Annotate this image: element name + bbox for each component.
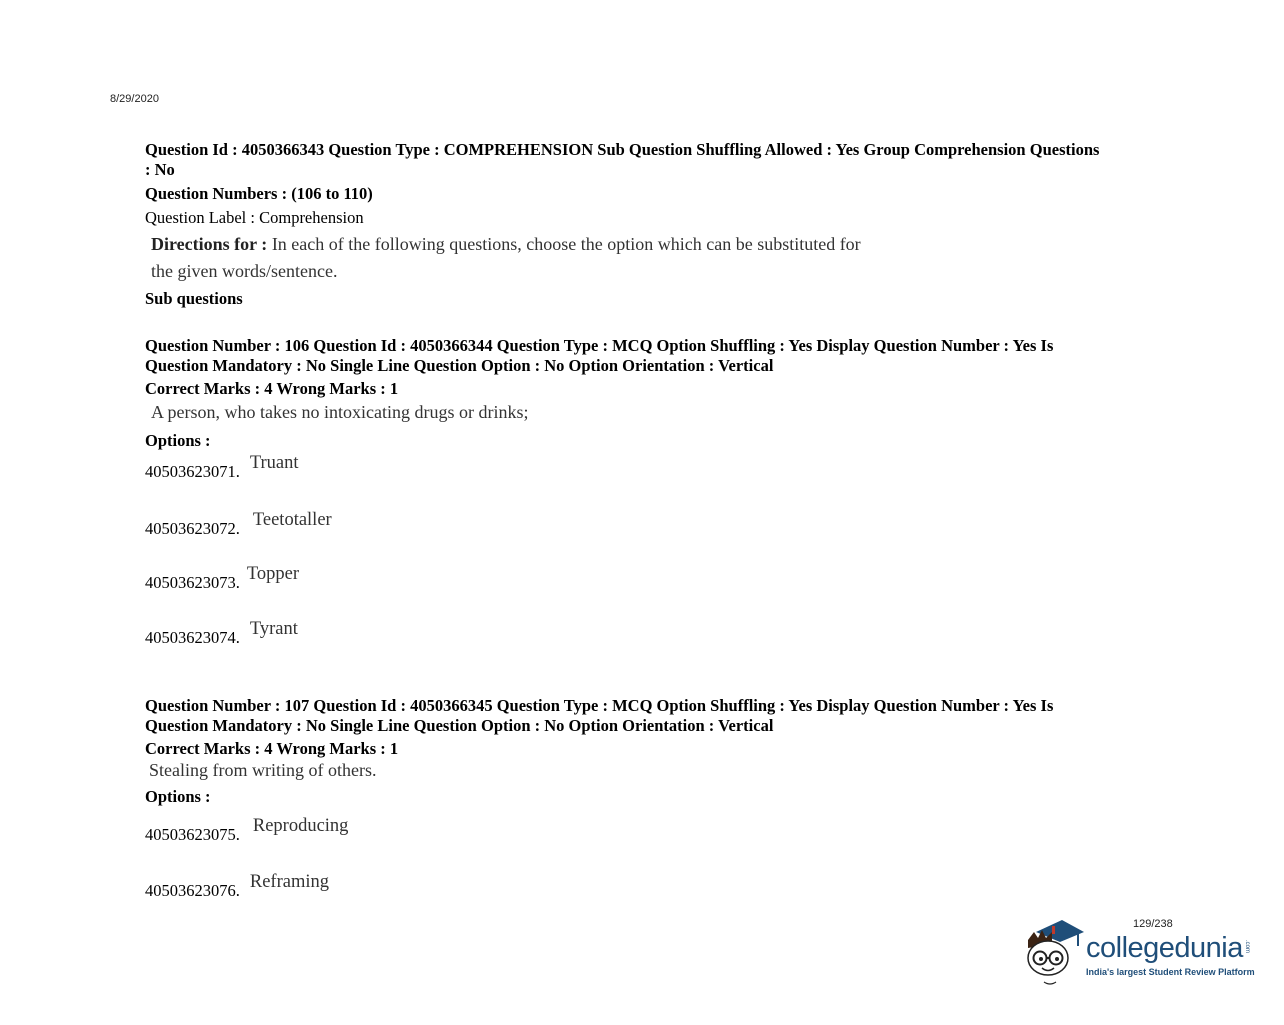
option-row — [145, 510, 1155, 539]
directions-text1: In each of the following questions, choose the option which can be substituted for — [271, 234, 861, 254]
option-text: Reproducing — [252, 816, 349, 836]
option-text: Teetotaller — [252, 510, 332, 530]
comprehension-header-line2: : No — [145, 160, 175, 179]
option-row — [145, 816, 1155, 845]
question-marks: Correct Marks : 4 Wrong Marks : 1 — [145, 379, 399, 398]
mascot-icon — [1022, 918, 1086, 988]
question-block-107 — [145, 696, 1155, 901]
option-row — [145, 453, 1155, 482]
option-text: Tyrant — [249, 619, 298, 639]
sub-questions-heading: Sub questions — [145, 289, 243, 308]
print-date: 8/29/2020 — [110, 93, 159, 105]
comprehension-block — [145, 140, 1155, 309]
question-marks: Correct Marks : 4 Wrong Marks : 1 — [145, 739, 399, 758]
option-id: 40503623075. — [145, 825, 240, 844]
page-number: 129/238 — [1133, 918, 1173, 930]
options-label: Options : — [145, 431, 211, 450]
question-header-line1: Question Number : 106 Question Id : 4050366344 Question Type : MCQ Option Shuffling : Yes Display Question Number : Yes Is — [145, 336, 1054, 355]
question-numbers: Question Numbers : (106 to 110) — [145, 184, 373, 203]
logo-tagline: India's largest Student Review Platform — [1086, 967, 1255, 977]
question-header-line1: Question Number : 107 Question Id : 4050366345 Question Type : MCQ Option Shuffling : Yes Display Question Number : Yes Is — [145, 696, 1054, 715]
option-row — [145, 564, 1155, 593]
comprehension-header-line1: Question Id : 4050366343 Question Type : COMPREHENSION Sub Question Shuffling Allowed : Yes Group Comprehension Questions — [145, 140, 1100, 159]
option-id: 40503623076. — [145, 881, 240, 900]
logo-wordmark: collegedunia — [1086, 932, 1243, 964]
question-text: A person, who takes no intoxicating drugs or drinks; — [151, 402, 529, 422]
option-text: Truant — [249, 453, 299, 473]
option-id: 40503623074. — [145, 628, 240, 647]
logo-dotcom: .com — [1244, 940, 1250, 954]
option-id: 40503623072. — [145, 519, 240, 538]
options-label: Options : — [145, 787, 211, 806]
option-text: Reframing — [249, 872, 329, 892]
option-row — [145, 619, 1155, 648]
question-label: Question Label : Comprehension — [145, 208, 364, 227]
question-paper-content — [145, 140, 1155, 901]
question-block-106 — [145, 336, 1155, 648]
option-id: 40503623071. — [145, 462, 240, 481]
directions-line2: the given words/sentence. — [151, 261, 338, 281]
option-id: 40503623073. — [145, 573, 240, 592]
option-text: Topper — [246, 564, 300, 584]
question-text: Stealing from writing of others. — [149, 760, 377, 780]
collegedunia-logo — [1022, 918, 1262, 988]
directions-line1 — [151, 231, 1155, 258]
directions-label: Directions for : — [151, 234, 268, 254]
question-header-line2: Question Mandatory : No Single Line Question Option : No Option Orientation : Vertical — [145, 716, 774, 735]
option-row — [145, 872, 1155, 901]
question-header-line2: Question Mandatory : No Single Line Question Option : No Option Orientation : Vertical — [145, 356, 774, 375]
